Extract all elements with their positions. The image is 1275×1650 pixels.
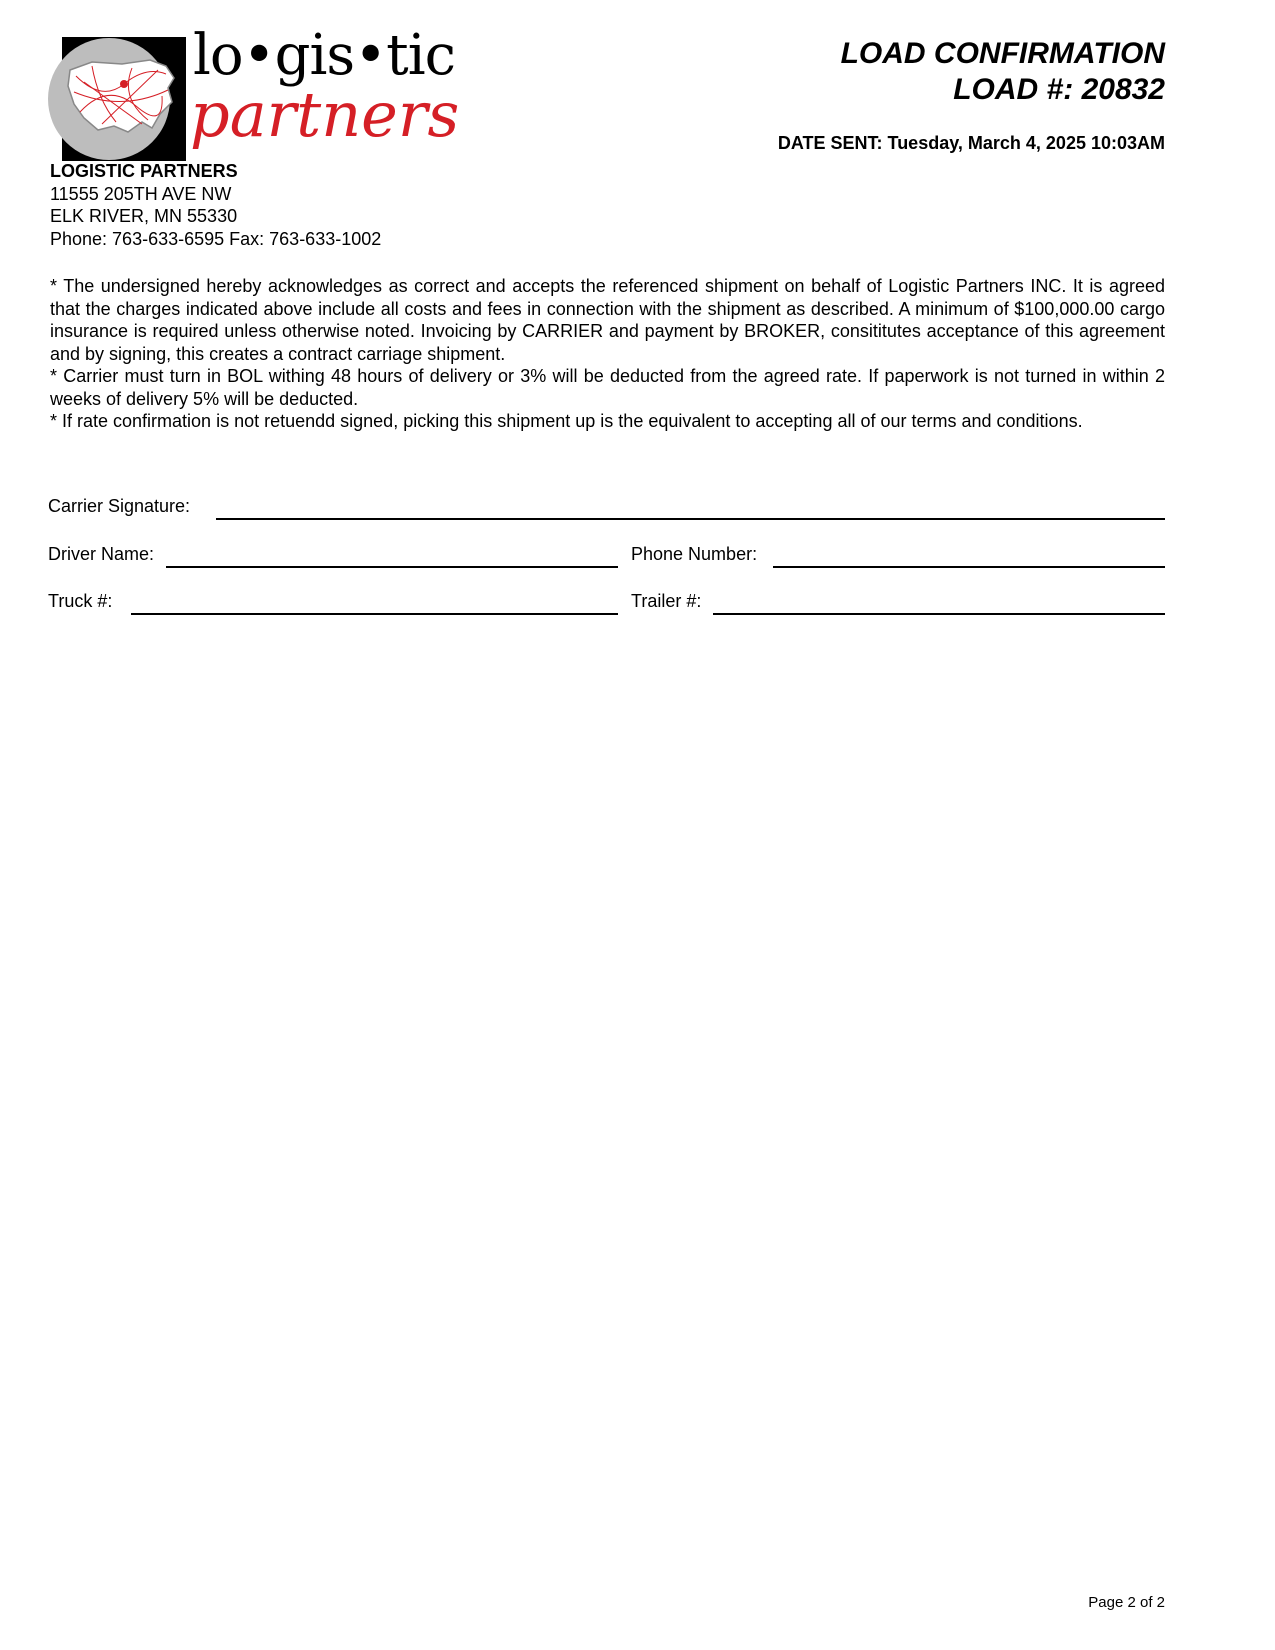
phone-number-label: Phone Number: — [631, 544, 758, 564]
carrier-signature-label: Carrier Signature: — [48, 496, 191, 516]
date-sent: DATE SENT: Tuesday, March 4, 2025 10:03AM — [777, 133, 1165, 153]
truck-number-line[interactable] — [131, 613, 618, 615]
terms-paragraph-1: * The undersigned hereby acknowledges as correct and accepts the referenced shipment on behalf of Logistic Partners INC. It is agreed that the charges indicated above include all costs and fees in connection with the shipment as described. A minimum of $100,000.00 cargo insurance is required unless otherwise noted. Invoicing by CARRIER and payment by BROKER, consititutes acceptance of this agreement and by signing, this creates a contract carriage shipment. — [50, 276, 1165, 364]
title-load-confirmation: LOAD CONFIRMATION — [840, 37, 1165, 70]
page-number: Page 2 of 2 — [1088, 1594, 1165, 1611]
phone-number-line[interactable] — [773, 566, 1165, 568]
company-address — [50, 160, 381, 250]
terms-and-conditions — [50, 275, 1165, 433]
trailer-number-line[interactable] — [713, 613, 1165, 615]
terms-paragraph-3: * If rate confirmation is not retuendd signed, picking this shipment up is the equivalent to accepting all of our terms and conditions. — [50, 411, 1083, 431]
company-city: ELK RIVER, MN 55330 — [50, 206, 238, 226]
truck-number-label: Truck #: — [48, 591, 113, 611]
driver-name-line[interactable] — [166, 566, 618, 568]
logo-word-partners: partners — [190, 78, 460, 151]
company-phone-fax: Phone: 763-633-6595 Fax: 763-633-1002 — [50, 228, 382, 249]
us-map-route-icon — [62, 52, 182, 144]
trailer-number-label: Trailer #: — [631, 591, 702, 611]
company-street: 11555 205TH AVE NW — [50, 183, 232, 204]
carrier-signature-line[interactable] — [216, 518, 1165, 520]
logo-word-logistic: lo•gis•tic — [193, 23, 455, 88]
title-load-number: LOAD #: 20832 — [953, 73, 1165, 106]
company-name: LOGISTIC PARTNERS — [50, 161, 238, 181]
driver-name-label: Driver Name: — [48, 544, 155, 564]
terms-paragraph-2: * Carrier must turn in BOL withing 48 hours of delivery or 3% will be deducted from the agreed rate. If paperwork is not turned in within 2 weeks of delivery 5% will be deducted. — [50, 366, 1165, 409]
document-title — [841, 36, 1165, 108]
company-logo — [48, 23, 460, 164]
